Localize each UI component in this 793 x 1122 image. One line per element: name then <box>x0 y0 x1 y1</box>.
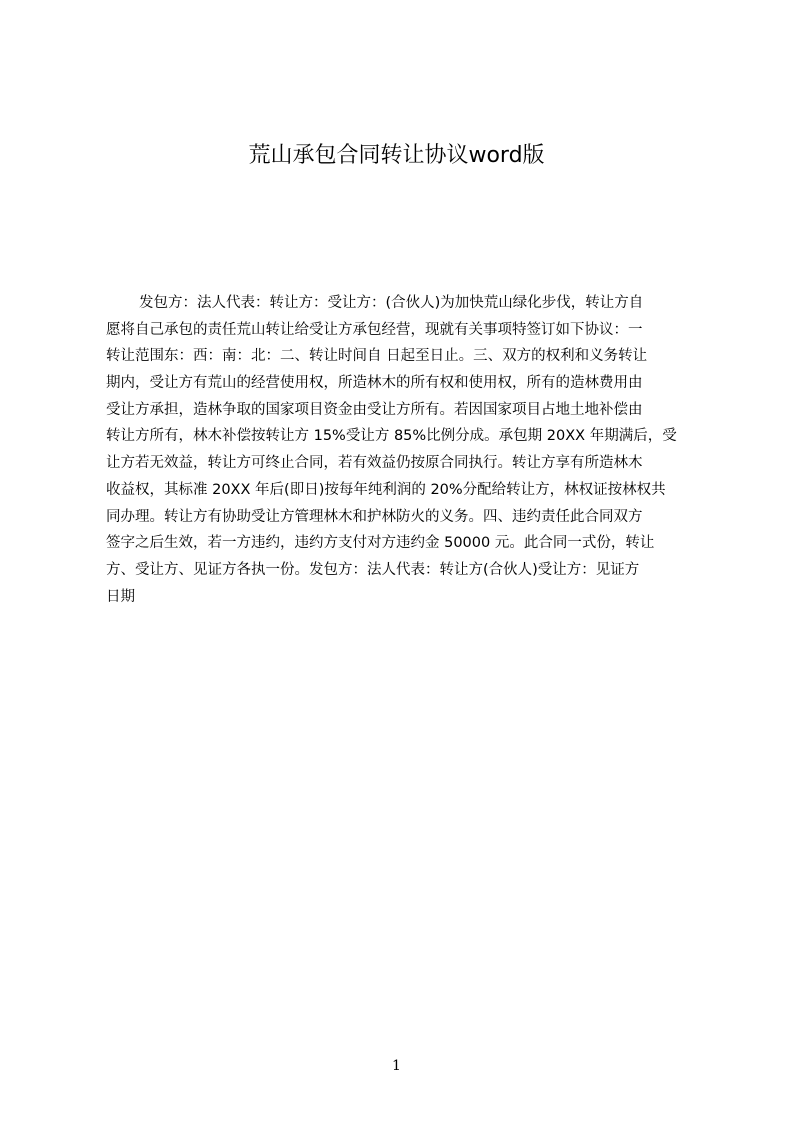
body-line-10: 签字之后生效，若一方违约，违约方支付对方违约金 50000 元。此合同一式份，转让 <box>106 535 655 552</box>
body-line-5: 受让方承担，造林争取的国家项目资金由受让方所有。若因国家项目占地土地补偿由 <box>106 401 643 418</box>
body-line-7: 让方若无效益，转让方可终止合同，若有效益仍按原合同执行。转让方享有所造林木 <box>106 455 643 472</box>
body-line-11: 方、受让方、见证方各执一份。发包方：法人代表：转让方(合伙人)受让方：见证方 <box>106 561 640 578</box>
body-line-2: 愿将自己承包的责任荒山转让给受让方承包经营，现就有关事项特签订如下协议：一 <box>106 321 643 338</box>
body-line-3: 转让范围东：西：南：北：二、转让时间自 日起至日止。三、双方的权利和义务转让 <box>106 348 648 365</box>
page-number: 1 <box>392 1058 401 1074</box>
body-line-9: 同办理。转让方有协助受让方管理林木和护林防火的义务。四、违约责任此合同双方 <box>106 508 643 525</box>
body-line-6: 转让方所有，林木补偿按转让方 15%受让方 85%比例分成。承包期 20XX 年期满后，受 <box>106 428 677 445</box>
contract-body <box>106 290 698 610</box>
document-title: 荒山承包合同转让协议word版 <box>248 143 545 168</box>
body-line-4: 期内，受让方有荒山的经营使用权，所造林木的所有权和使用权，所有的造林费用由 <box>106 375 643 392</box>
body-line-8: 收益权，其标准 20XX 年后(即日)按每年纯利润的 20%分配给转让方，林权证按林权共 <box>106 481 666 498</box>
body-line-1: 发包方：法人代表：转让方：受让方：(合伙人)为加快荒山绿化步伐，转让方自 <box>139 295 644 311</box>
body-line-12: 日期 <box>106 588 135 605</box>
